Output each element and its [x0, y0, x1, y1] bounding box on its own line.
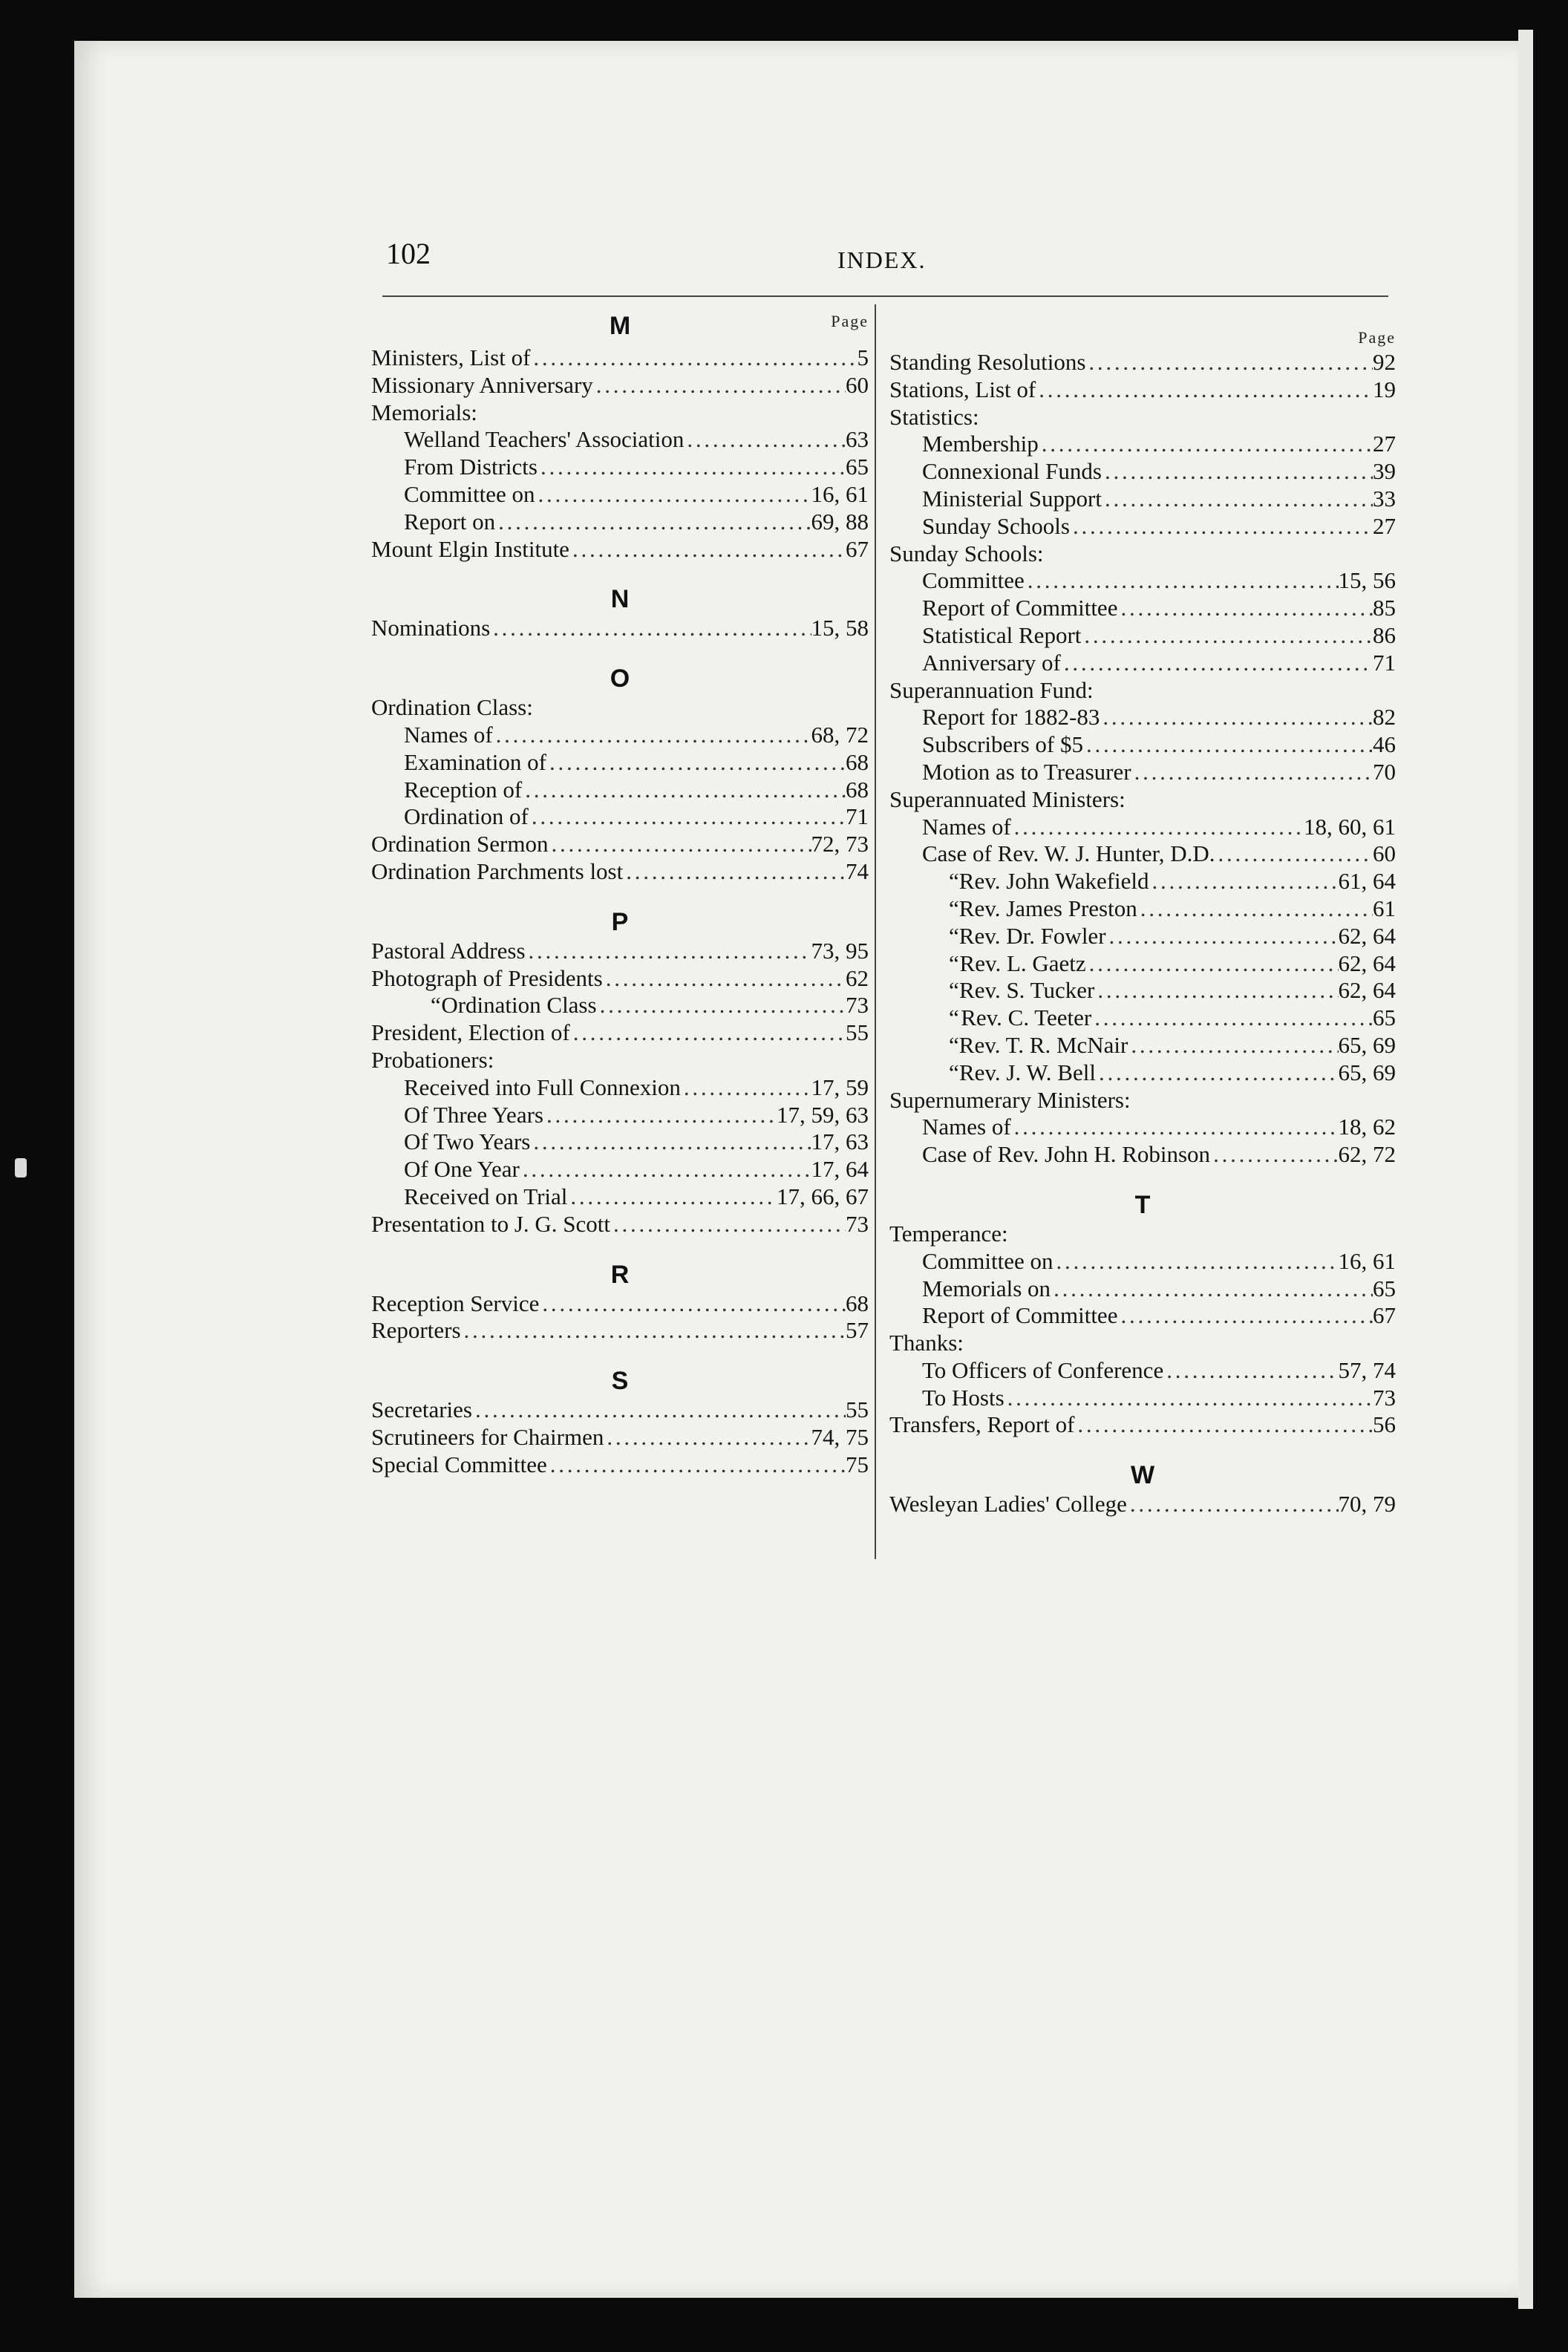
- page-ref: 56: [1373, 1411, 1396, 1438]
- entry-text: Photograph of Presidents: [371, 964, 603, 991]
- index-entry: [889, 1491, 1396, 1518]
- entry-text: Membership: [922, 431, 1039, 457]
- dot-leader: [1117, 1302, 1373, 1330]
- index-entry: [371, 1211, 869, 1238]
- index-entry: [371, 938, 869, 965]
- index-entry: [371, 509, 869, 536]
- entry-text: Statistics:: [889, 403, 979, 430]
- ditto-mark: “: [949, 1004, 959, 1031]
- dot-leader: [522, 777, 846, 804]
- page-ref: 55: [846, 1396, 869, 1423]
- page-ref: 65, 69: [1338, 1059, 1396, 1085]
- entry-text: Names of: [922, 1114, 1011, 1140]
- entry-text: Connexional Funds: [922, 458, 1102, 485]
- page-ref: 75: [846, 1451, 869, 1477]
- index-entry: [371, 858, 869, 886]
- page-ref: 65, 69: [1338, 1031, 1396, 1058]
- index-heading: [889, 540, 1396, 568]
- entry-text: Reception Service: [371, 1290, 540, 1316]
- index-entry: [371, 722, 869, 749]
- entry-text: Memorials on: [922, 1275, 1051, 1301]
- dot-leader: [593, 372, 846, 399]
- dot-leader: [546, 749, 846, 777]
- page-ref: 60: [1373, 840, 1396, 867]
- index-entry: [889, 923, 1396, 950]
- index-entry: [371, 615, 869, 642]
- page-ref: 85: [1373, 595, 1396, 621]
- entry-text: Superannuation Fund:: [889, 676, 1094, 703]
- index-entry: [371, 372, 869, 399]
- ditto-mark: “: [949, 868, 959, 895]
- page-ref: 71: [846, 803, 869, 830]
- entry-text: Secretaries: [371, 1396, 472, 1423]
- dot-leader: [1127, 1491, 1339, 1518]
- entry-text: Wesleyan Ladies' College: [889, 1491, 1127, 1518]
- entry-text: Supernumerary Ministers:: [889, 1086, 1131, 1113]
- page-ref: 70: [1373, 758, 1396, 785]
- index-entry: [889, 814, 1396, 841]
- page-ref: 70, 79: [1338, 1491, 1396, 1518]
- entry-text: Special Committee: [371, 1451, 547, 1477]
- page-column-label: Page: [1358, 328, 1396, 347]
- index-entry: [371, 481, 869, 509]
- page-ref: 63: [846, 426, 869, 453]
- index-entry: [371, 1290, 869, 1318]
- dot-leader: [1083, 731, 1373, 759]
- section-gap: [371, 886, 869, 906]
- entry-text: Reception of: [404, 776, 523, 803]
- index-entry: [889, 567, 1396, 595]
- page-ref: 5: [857, 344, 869, 370]
- entry-text: Of Two Years: [404, 1128, 531, 1155]
- dot-leader: [1051, 1275, 1373, 1303]
- index-heading: [889, 786, 1396, 814]
- entry-text: Committee on: [404, 480, 535, 507]
- dot-leader: [1163, 1357, 1338, 1385]
- index-entry: [371, 1424, 869, 1451]
- index-entry: [889, 431, 1396, 458]
- page-ref: 39: [1373, 458, 1396, 485]
- page-ref: 73, 95: [811, 937, 869, 964]
- dot-leader: [1091, 1004, 1373, 1032]
- page-ref: 68: [846, 776, 869, 803]
- index-heading: [371, 399, 869, 427]
- entry-text: Rev. James Preston: [958, 895, 1137, 921]
- page-ref: 17, 64: [811, 1156, 869, 1183]
- entry-text: Rev. T. R. McNair: [958, 1031, 1128, 1058]
- dot-leader: [461, 1317, 846, 1345]
- index-heading: [371, 694, 869, 722]
- dot-leader: [543, 1102, 777, 1129]
- page-ref: 73: [1373, 1384, 1396, 1411]
- dot-leader: [604, 1424, 811, 1451]
- page-ref: 18, 60, 61: [1304, 813, 1396, 840]
- entry-text: Of One Year: [404, 1156, 520, 1183]
- index-heading: [889, 1087, 1396, 1114]
- column-divider: [875, 304, 876, 1559]
- page-ref: 72, 73: [811, 831, 869, 858]
- page-edge: [1518, 30, 1533, 2309]
- dot-leader: [623, 858, 846, 886]
- page-ref: 74, 75: [811, 1423, 869, 1450]
- entry-text: Mount Elgin Institute: [371, 535, 569, 562]
- page-ref: 16, 61: [811, 480, 869, 507]
- index-entry: [371, 1183, 869, 1211]
- dot-leader: [1004, 1385, 1373, 1412]
- page-ref: 68, 72: [811, 721, 869, 748]
- index-entry: [371, 1102, 869, 1129]
- page-ref: 74: [846, 858, 869, 884]
- index-entry: [889, 977, 1396, 1004]
- index-heading: [371, 1047, 869, 1074]
- index-entry: [371, 454, 869, 481]
- index-entry: [889, 731, 1396, 759]
- entry-text: Names of: [404, 721, 493, 748]
- entry-text: Ministerial Support: [922, 485, 1102, 512]
- index-entry: [371, 1019, 869, 1047]
- index-entry: [371, 1396, 869, 1424]
- dot-leader: [1106, 923, 1339, 950]
- entry-text: Rev. John Wakefield: [958, 868, 1149, 895]
- section-gap: [371, 1345, 869, 1365]
- page-ref: 61, 64: [1338, 868, 1396, 895]
- page-ref: 62: [846, 964, 869, 991]
- entry-text: Case of Rev. John H. Robinson: [922, 1141, 1211, 1168]
- entry-text: Stations, List of: [889, 376, 1036, 402]
- index-entry: [371, 992, 869, 1019]
- entry-text: Standing Resolutions: [889, 349, 1086, 375]
- entry-text: Subscribers of $5: [922, 731, 1083, 758]
- ditto-mark: “: [949, 977, 959, 1004]
- dot-leader: [530, 1128, 811, 1156]
- ditto-mark: “: [431, 992, 441, 1019]
- index-entry: [371, 803, 869, 831]
- dot-leader: [539, 1290, 846, 1318]
- dot-leader: [684, 426, 846, 454]
- index-entry: [889, 704, 1396, 731]
- index-entry: [889, 1411, 1396, 1439]
- running-head: INDEX.: [837, 246, 927, 273]
- index-entry: [889, 1004, 1396, 1032]
- dot-leader: [1096, 1059, 1339, 1087]
- index-entry: [371, 344, 869, 372]
- entry-text: Report of Committee: [922, 595, 1118, 621]
- entry-text: President, Election of: [371, 1019, 570, 1046]
- entry-text: Ministers, List of: [371, 344, 531, 370]
- page-ref: 62, 64: [1338, 922, 1396, 949]
- entry-text: Rev. C. Teeter: [961, 1004, 1092, 1031]
- entry-text: Temperance:: [889, 1220, 1008, 1247]
- entry-text: Report on: [404, 508, 496, 535]
- dot-leader: [490, 615, 811, 642]
- dot-leader: [1102, 486, 1373, 513]
- index-heading: [889, 404, 1396, 431]
- page-ref: 68: [846, 1290, 869, 1316]
- entry-text: Ordination Sermon: [371, 831, 549, 858]
- index-entry: [889, 1141, 1396, 1169]
- index-entry: [371, 1074, 869, 1102]
- index-entry: [889, 1357, 1396, 1385]
- dot-leader: [1011, 814, 1304, 841]
- dot-leader: [472, 1396, 846, 1424]
- page-ref: 17, 59: [811, 1074, 869, 1100]
- index-entry: [889, 1302, 1396, 1330]
- dot-leader: [1085, 349, 1373, 376]
- page-ref: 68: [846, 748, 869, 775]
- page-ref: 62, 64: [1338, 977, 1396, 1004]
- entry-text: Received on Trial: [404, 1183, 568, 1209]
- index-entry: [371, 777, 869, 804]
- entry-text: Probationers:: [371, 1046, 494, 1073]
- dot-leader: [1128, 1032, 1338, 1059]
- entry-text: Examination of: [404, 748, 546, 775]
- entry-text: Rev. S. Tucker: [959, 977, 1095, 1004]
- entry-text: Names of: [922, 813, 1011, 840]
- dot-leader: [1149, 868, 1339, 895]
- page-ref: 67: [1373, 1302, 1396, 1329]
- entry-text: To Hosts: [922, 1384, 1004, 1411]
- entry-text: From Districts: [404, 454, 538, 480]
- section-letter: S: [611, 1367, 629, 1396]
- index-entry: [889, 1114, 1396, 1141]
- dot-leader: [495, 509, 811, 536]
- index-entry: [371, 965, 869, 993]
- entry-text: Sunday Schools: [922, 512, 1070, 539]
- page-ref: 17, 59, 63: [777, 1101, 869, 1128]
- section-gap: [371, 642, 869, 663]
- page-ref: 61: [1373, 895, 1396, 921]
- dot-leader: [1102, 458, 1373, 486]
- dot-leader: [1086, 950, 1339, 978]
- page-ref: 82: [1373, 704, 1396, 731]
- index-entry: [371, 749, 869, 777]
- page-ref: 27: [1373, 431, 1396, 457]
- index-entry: [371, 1317, 869, 1345]
- index-entry: [889, 595, 1396, 622]
- entry-text: Superannuated Ministers:: [889, 785, 1126, 812]
- page-ref: 65: [1373, 1275, 1396, 1301]
- index-entry: [889, 1059, 1396, 1087]
- entry-text: Scrutineers for Chairmen: [371, 1423, 604, 1450]
- dot-leader: [520, 1156, 811, 1183]
- dot-leader: [1036, 376, 1373, 404]
- entry-text: Rev. Dr. Fowler: [958, 922, 1106, 949]
- page-ref: 55: [846, 1019, 869, 1046]
- entry-text: Received into Full Connexion: [404, 1074, 681, 1100]
- ditto-mark: “: [949, 1059, 959, 1085]
- entry-text: Nominations: [371, 615, 491, 641]
- section-gap: [889, 1439, 1396, 1460]
- entry-text: Ordination of: [404, 803, 529, 830]
- page-ref: 65: [1373, 1004, 1396, 1031]
- dot-leader: [1061, 650, 1373, 677]
- page-ref: 92: [1373, 349, 1396, 375]
- dot-leader: [535, 481, 811, 509]
- dot-leader: [1210, 1141, 1338, 1169]
- page-ref: 27: [1373, 512, 1396, 539]
- dot-leader: [603, 965, 846, 993]
- page-number: 102: [386, 237, 431, 270]
- scan-smudge: [15, 1158, 27, 1177]
- section-gap: [371, 1238, 869, 1259]
- index-entry: [889, 650, 1396, 677]
- page-ref: 57: [846, 1317, 869, 1344]
- index-entry: [889, 349, 1396, 376]
- index-entry: [889, 376, 1396, 404]
- index-entry: [889, 622, 1396, 650]
- entry-text: Committee on: [922, 1247, 1054, 1274]
- index-entry: [371, 536, 869, 564]
- entry-text: Missionary Anniversary: [371, 371, 593, 398]
- dot-leader: [1131, 759, 1373, 786]
- index-entry: [889, 1248, 1396, 1275]
- page-ref: 57, 74: [1338, 1356, 1396, 1383]
- page-ref: 60: [846, 371, 869, 398]
- entry-text: Reporters: [371, 1317, 461, 1344]
- ditto-mark: “: [949, 895, 959, 921]
- index-entry: [889, 513, 1396, 540]
- index-heading: [889, 1221, 1396, 1248]
- dot-leader: [1215, 840, 1373, 868]
- index-heading: [889, 1330, 1396, 1357]
- index-heading: [889, 677, 1396, 705]
- index-column-left: [371, 310, 869, 1479]
- dot-leader: [549, 831, 811, 858]
- dot-leader: [1025, 567, 1339, 595]
- dot-leader: [1011, 1114, 1339, 1141]
- index-entry: [889, 840, 1396, 868]
- dot-leader: [569, 536, 846, 564]
- dot-leader: [1094, 977, 1338, 1004]
- index-entry: [371, 1156, 869, 1183]
- page-ref: 33: [1373, 485, 1396, 512]
- entry-text: Motion as to Treasurer: [922, 758, 1131, 785]
- entry-text: Of Three Years: [404, 1101, 543, 1128]
- section-letter: M: [609, 312, 631, 340]
- dot-leader: [1039, 431, 1373, 458]
- entry-text: Ordination Parchments lost: [371, 858, 624, 884]
- page-ref: 86: [1373, 621, 1396, 648]
- entry-text: Rev. J. W. Bell: [958, 1059, 1096, 1085]
- page-ref: 19: [1373, 376, 1396, 402]
- index-entry: [889, 1032, 1396, 1059]
- page-ref: 46: [1373, 731, 1396, 758]
- entry-text: Report for 1882-83: [922, 704, 1100, 731]
- page-ref: 73: [846, 992, 869, 1019]
- dot-leader: [681, 1074, 811, 1102]
- ditto-mark: “: [949, 950, 959, 976]
- section-gap: [889, 1169, 1396, 1189]
- page-column-label: Page: [831, 312, 869, 330]
- section-gap: [371, 563, 869, 584]
- dot-leader: [567, 1183, 777, 1211]
- dot-leader: [529, 803, 846, 831]
- index-entry: [889, 868, 1396, 895]
- dot-leader: [597, 992, 846, 1019]
- dot-leader: [547, 1451, 846, 1479]
- entry-text: Ordination Class:: [371, 694, 533, 721]
- index-entry: [371, 1128, 869, 1156]
- dot-leader: [610, 1211, 846, 1238]
- index-entry: [371, 426, 869, 454]
- section-letter: W: [1130, 1461, 1155, 1490]
- dot-leader: [526, 938, 811, 965]
- entry-text: Pastoral Address: [371, 937, 526, 964]
- entry-text: Statistical Report: [922, 621, 1082, 648]
- index-entry: [889, 458, 1396, 486]
- dot-leader: [538, 454, 846, 481]
- entry-text: Committee: [922, 567, 1025, 594]
- entry-text: Anniversary of: [922, 649, 1061, 676]
- page-ref: 17, 66, 67: [777, 1183, 869, 1209]
- entry-text: Sunday Schools:: [889, 540, 1044, 566]
- entry-text: To Officers of Conference: [922, 1356, 1164, 1383]
- page-ref: 73: [846, 1210, 869, 1237]
- section-letter: P: [611, 907, 629, 936]
- dot-leader: [1137, 895, 1373, 923]
- page-ref: 15, 58: [811, 615, 869, 641]
- entry-text: Thanks:: [889, 1330, 964, 1356]
- page-ref: 16, 61: [1338, 1247, 1396, 1274]
- dot-leader: [1070, 513, 1373, 540]
- index-entry: [889, 895, 1396, 923]
- page-ref: 62, 64: [1338, 950, 1396, 976]
- index-entry: [889, 1385, 1396, 1412]
- index-entry: [889, 486, 1396, 513]
- page-ref: 62, 72: [1338, 1141, 1396, 1168]
- dot-leader: [1117, 595, 1373, 622]
- dot-leader: [1054, 1248, 1339, 1275]
- section-letter: R: [610, 1260, 630, 1289]
- entry-text: Welland Teachers' Association: [404, 426, 685, 453]
- entry-text: Ordination Class: [441, 992, 597, 1019]
- page-ref: 15, 56: [1338, 567, 1396, 594]
- section-letter: O: [610, 664, 630, 693]
- index-entry: [889, 759, 1396, 786]
- page-ref: 18, 62: [1338, 1114, 1396, 1140]
- section-letter: T: [1134, 1190, 1151, 1219]
- entry-text: Case of Rev. W. J. Hunter, D.D.: [922, 840, 1215, 867]
- index-entry: [889, 950, 1396, 978]
- dot-leader: [1081, 622, 1373, 650]
- dot-leader: [493, 722, 811, 749]
- dot-leader: [570, 1019, 846, 1047]
- index-entry: [371, 1451, 869, 1479]
- ditto-mark: “: [949, 1031, 959, 1058]
- dot-leader: [530, 344, 857, 372]
- header-rule: [382, 295, 1388, 297]
- page-ref: 71: [1373, 649, 1396, 676]
- page-ref: 69, 88: [811, 508, 869, 535]
- index-column-right: [889, 310, 1396, 1518]
- entry-text: Presentation to J. G. Scott: [371, 1210, 611, 1237]
- ditto-mark: “: [949, 922, 959, 949]
- entry-text: Report of Committee: [922, 1302, 1118, 1329]
- index-entry: [889, 1275, 1396, 1303]
- page-ref: 67: [846, 535, 869, 562]
- entry-text: Rev. L. Gaetz: [959, 950, 1086, 976]
- dot-leader: [1100, 704, 1373, 731]
- entry-text: Memorials:: [371, 399, 477, 425]
- dot-leader: [1074, 1411, 1373, 1439]
- index-entry: [371, 831, 869, 858]
- page-ref: 17, 63: [811, 1128, 869, 1155]
- entry-text: Transfers, Report of: [889, 1411, 1075, 1438]
- section-letter: N: [610, 585, 630, 614]
- page-ref: 65: [846, 454, 869, 480]
